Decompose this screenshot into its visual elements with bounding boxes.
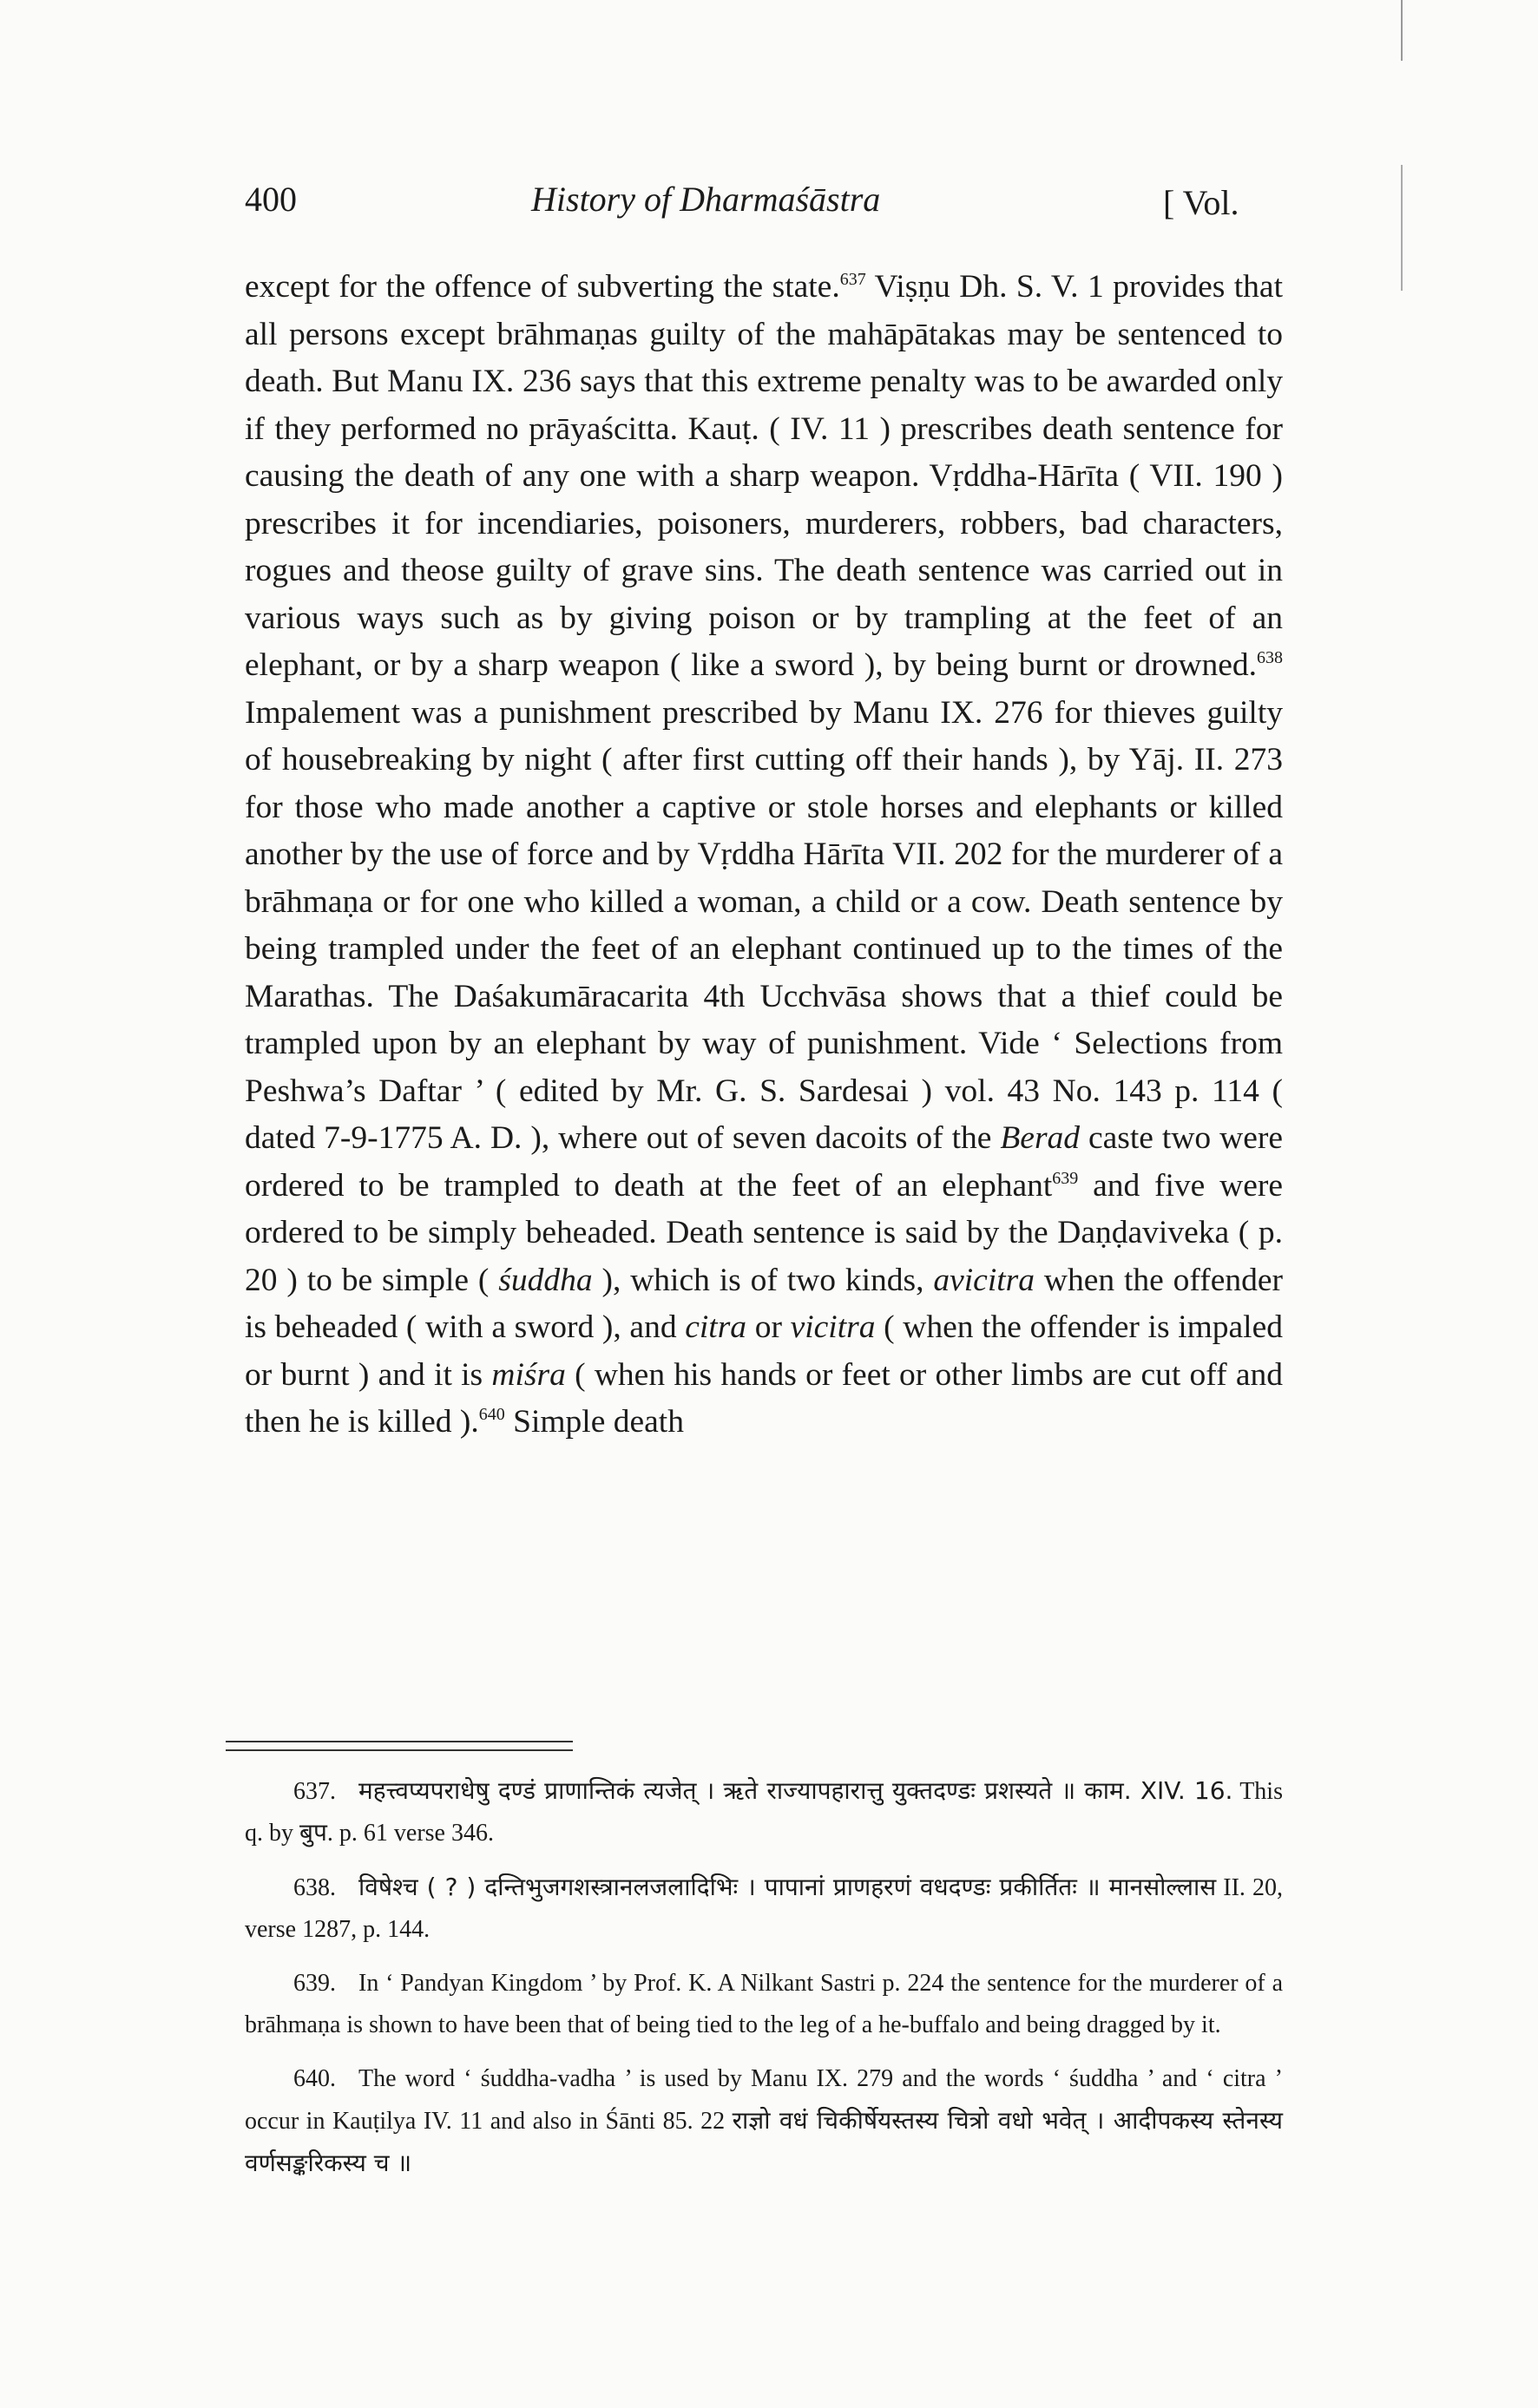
text-run: Impalement was a punishment prescribed by Manu IX. 276 for thieves guilty of housebreaking by night ( after first cutting off their hands ), by Yāj. II. 273 for those who made another a captive or stole horses and elephants or killed another by the use of force and by Vṛddha Hārīta VII. 202 for the murderer of a brāhmaṇa or for one who killed a woman, a child or a cow. Death sentence by being trampled under the feet of an elephant continued up to the times of the Marathas. The Daśakumāracarita 4th Ucchvāsa shows that a thief could be trampled upon by an elephant by way of punishment. Vide ‘ Selections from Peshwa’s Daftar ’ ( edited by Mr. G. S. Sardesai ) vol. 43 No. 143 p. 114 ( dated 7-9-1775 A. D. ), where out of seven dacoits of the: [245, 694, 1283, 1156]
footnote-639: [245, 1963, 1283, 2046]
text-run: Simple death: [504, 1404, 684, 1440]
footnote-ref-639: 639: [1052, 1168, 1079, 1188]
footnote-text: The word ‘ śuddha-vadha ’ is used by Manu IX. 279 and the words ‘ śuddha ’ and ‘ citra ’ occur in Kauṭilya IV. 11 and also in Śānti 85. 22: [245, 2065, 1283, 2135]
footnote-number: 640.: [293, 2065, 336, 2092]
footnote-devanagari: महत्त्वप्यपराधेषु दण्डं प्राणान्तिकं त्यजेत् । ऋते राज्यापहारात्तु युक्तदण्डः प्रशस्यते ॥ काम. XIV. 16.: [358, 1776, 1233, 1805]
footnote-ref-638: 638: [1257, 648, 1283, 667]
footnote-640: [245, 2058, 1283, 2185]
page-number: 400: [245, 180, 297, 219]
page-edge-line: [1401, 0, 1403, 61]
footnote-ref-637: 637: [839, 270, 866, 289]
text-run: Viṣṇu Dh. S. V. 1 provides that all persons except brāhmaṇas guilty of the mahāpātakas may be sentenced to death. But Manu IX. 236 says that this extreme penalty was to be awarded only if they performed no prāyaścitta. Kauṭ. ( IV. 11 ) prescribes death sentence for causing the death of any one with a sharp weapon. Vṛddha-Hārīta ( VII. 190 ) prescribes it for incendiaries, poisoners, murderers, robbers, bad characters, rogues and theose guilty of grave sins. The death sentence was carried out in various ways such as by giving poison or by trampling at the feet of an elephant, or by a sharp weapon ( like a sword ), by being burnt or drowned.: [245, 269, 1283, 683]
footnote-text: II. 20, verse 1287, p. 144.: [245, 1874, 1283, 1943]
main-text: [245, 264, 1283, 1447]
text-run: when the offender is beheaded ( with a sword ), and: [245, 1262, 1283, 1345]
text-run: ), which is of two kinds,: [592, 1262, 934, 1298]
text-run: ( when the offender is impaled or burnt ) and it is: [245, 1309, 1283, 1393]
footnote-number: 639.: [293, 1970, 336, 1997]
footnotes: [245, 1770, 1283, 2197]
running-header: [245, 179, 1286, 231]
text-run: ( when his hands or feet or other limbs are cut off and then he is killed ).: [245, 1356, 1283, 1440]
italic-term: citra: [685, 1309, 747, 1345]
italic-term: vicitra: [790, 1309, 876, 1345]
footnote-text: In ‘ Pandyan Kingdom ’ by Prof. K. A Nilkant Sastri p. 224 the sentence for the murderer of a brāhmaṇa is shown to have been that of being tied to the leg of a he-buffalo and being dragged by it.: [245, 1970, 1283, 2038]
footnote-devanagari: विषेश्च ( ? ) दन्तिभुजगशस्त्रानलजलादिभिः । पापानां प्राणहरणं वधदण्डः प्रकीर्तितः ॥ मानसोल्लास: [358, 1873, 1217, 1901]
text-run: except for the offence of subverting the state.: [245, 269, 840, 305]
running-title: History of Dharmaśāstra: [531, 180, 881, 219]
footnote-devanagari: राज्ञो वधं चिकीर्षेयस्तस्य चित्रो वधो भवेत् । आदीपकस्य स्तेनस्य वर्णसङ्करिकस्य च ॥: [245, 2106, 1284, 2177]
footnote-separator: [226, 1741, 573, 1751]
italic-term: avicitra: [933, 1262, 1035, 1298]
volume-marker: [ Vol.: [1163, 183, 1239, 222]
text-run: or: [746, 1309, 791, 1345]
footnote-number: 637.: [293, 1778, 336, 1805]
italic-term: miśra: [491, 1356, 566, 1393]
page-edge-line: [1401, 165, 1403, 291]
footnote-637: [245, 1770, 1283, 1854]
italic-term: Berad: [1000, 1120, 1081, 1156]
footnote-number: 638.: [293, 1874, 336, 1901]
footnote-ref-640: 640: [478, 1405, 505, 1424]
text-run: and five were ordered to be simply beheaded. Death sentence is said by the Daṇḍaviveka ( p. 20 ) to be simple (: [245, 1167, 1283, 1298]
footnote-638: [245, 1867, 1283, 1951]
footnote-text: This q. by बुप. p. 61 verse 346.: [245, 1778, 1283, 1847]
italic-term: śuddha: [498, 1262, 593, 1298]
text-run: caste two were ordered to be trampled to death at the feet of an elephant: [245, 1120, 1283, 1204]
